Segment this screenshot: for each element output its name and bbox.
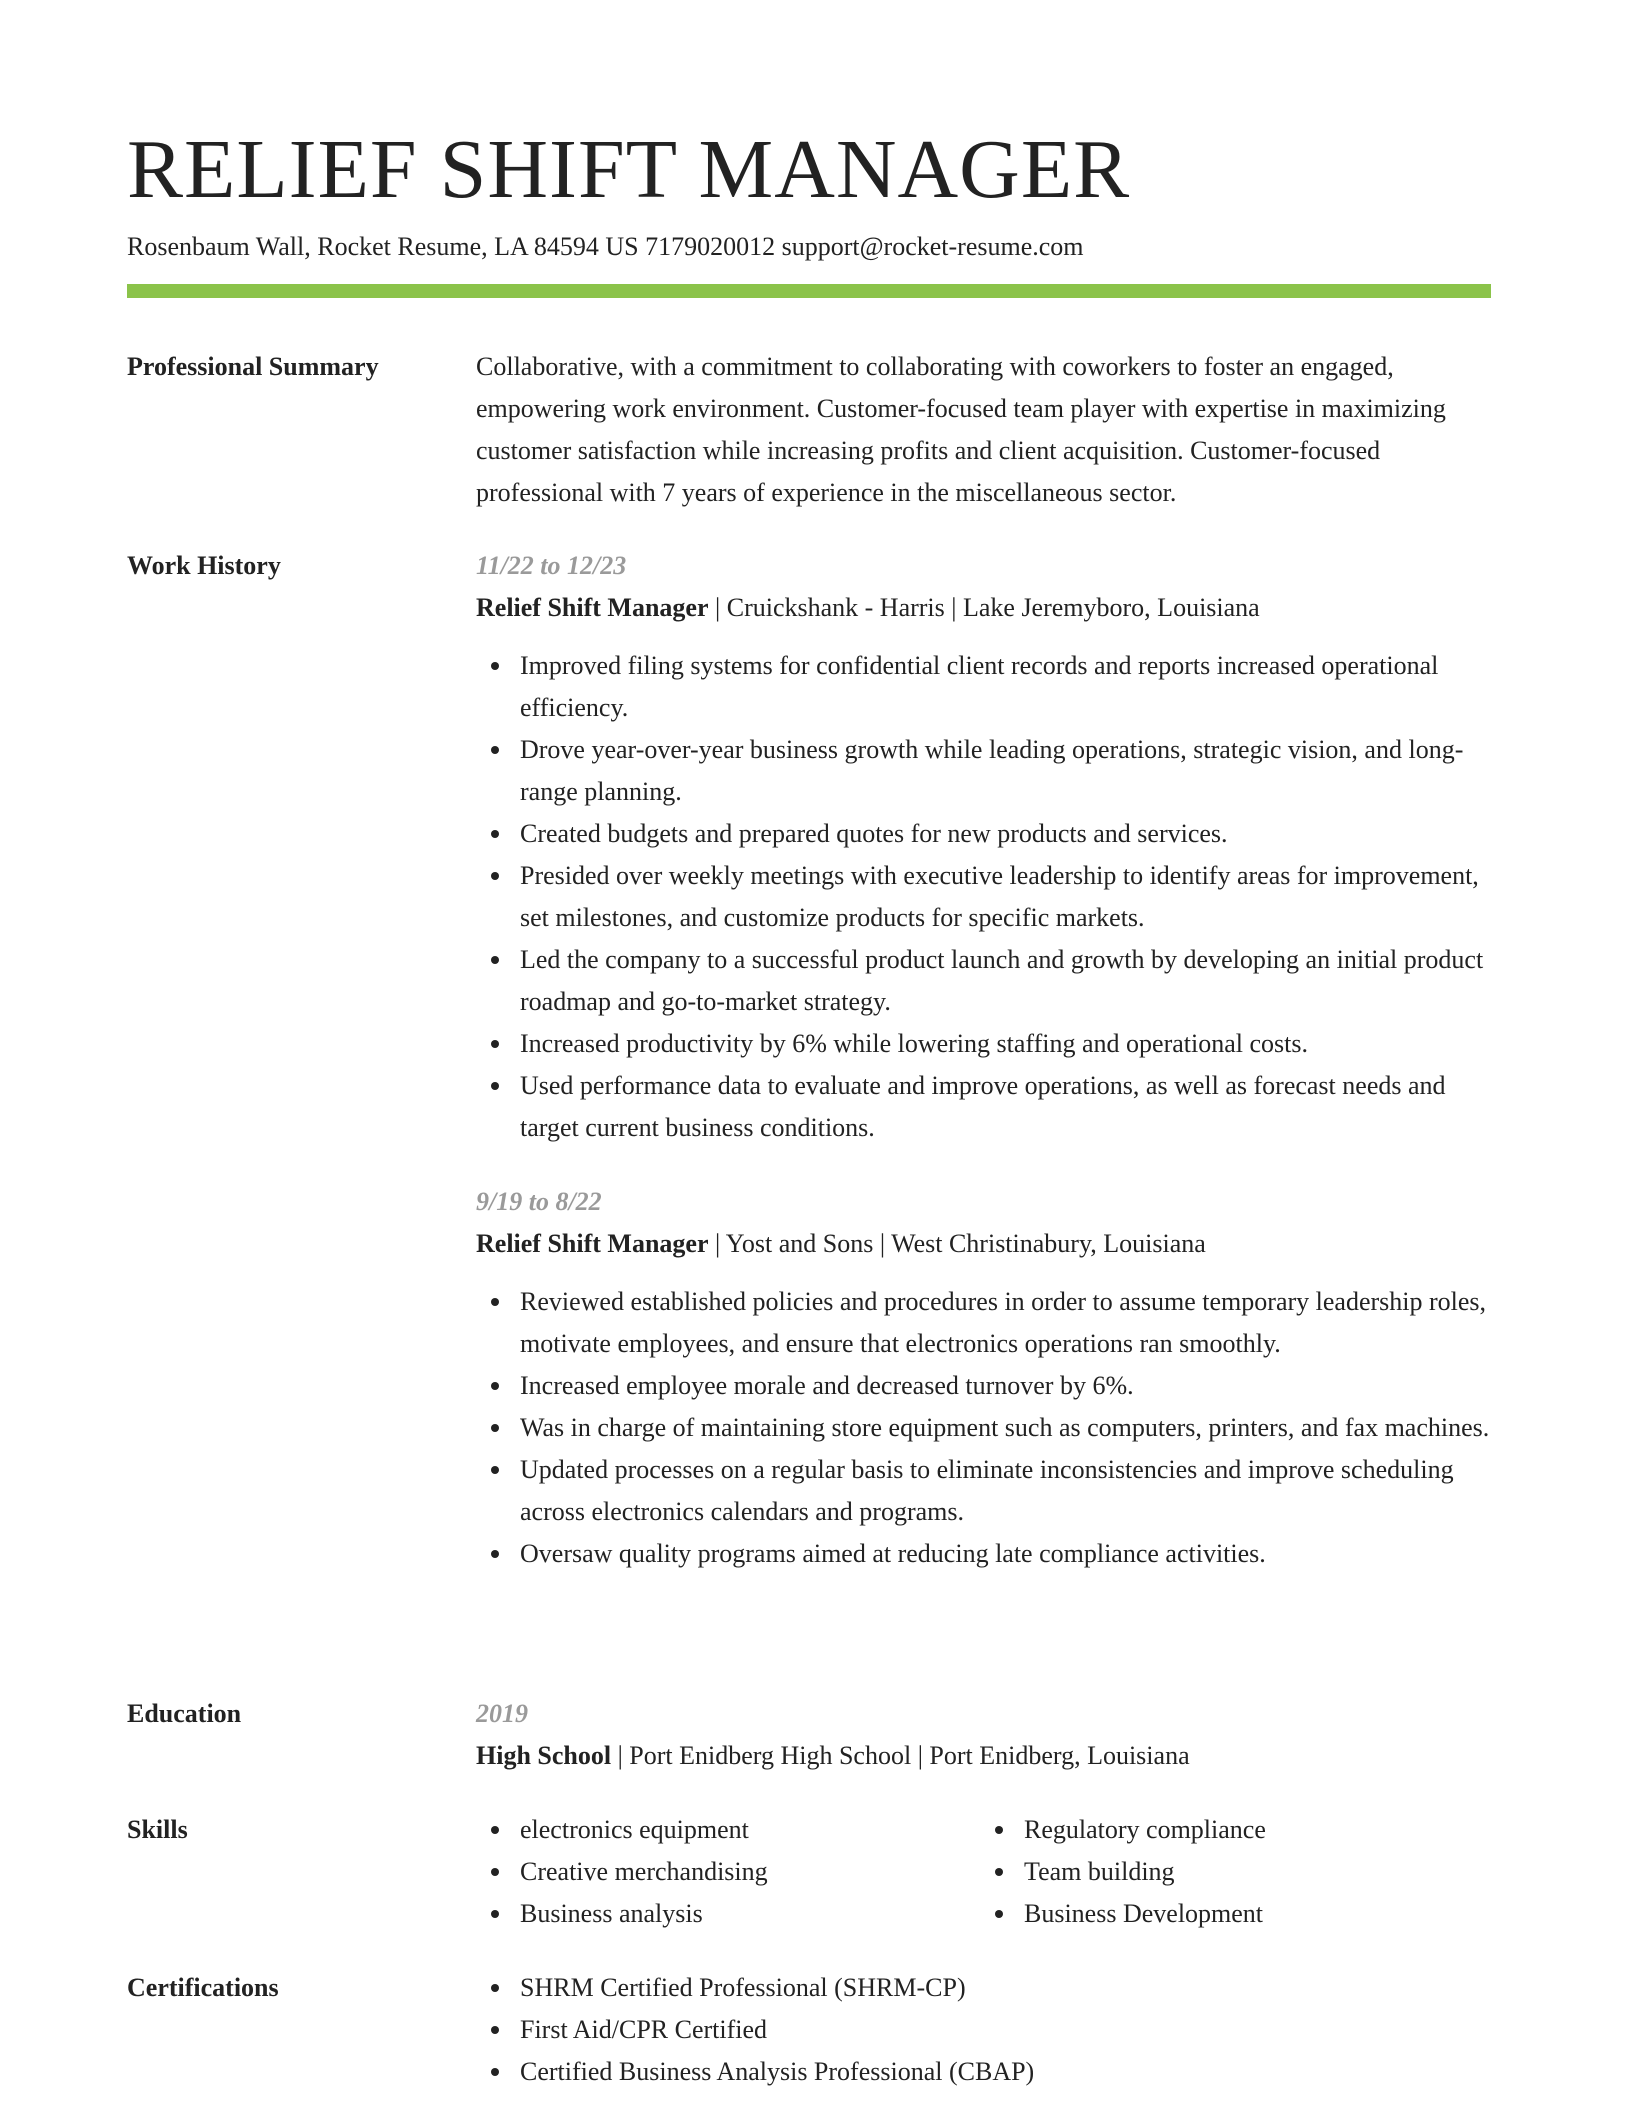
job-company-location: | Cruickshank - Harris | Lake Jeremyboro, Louisiana [708,593,1260,622]
certifications-list [476,1967,1491,2093]
job-bullet-list [476,645,1491,1149]
job-bullet: Drove year-over-year business growth while leading operations, strategic vision, and long-range planning. [476,729,1491,813]
job-bullet: Improved filing systems for confidential client records and reports increased operational efficiency. [476,645,1491,729]
job-bullet-list [476,1281,1491,1575]
job-bullet: Reviewed established policies and procedures in order to assume temporary leadership roles, motivate employees, and ensure that electronics operations ran smoothly. [476,1281,1491,1365]
contact-info: Rosenbaum Wall, Rocket Resume, LA 84594 US 7179020012 support@rocket-resume.com [127,232,1084,261]
certification-item: SHRM Certified Professional (SHRM-CP) [476,1967,1491,2009]
job-bullet: Oversaw quality programs aimed at reducing late compliance activities. [476,1533,1491,1575]
job-dates: 9/19 to 8/22 [476,1187,602,1216]
job-entry [476,1181,1491,1575]
job-bullet: Presided over weekly meetings with executive leadership to identify areas for improvement, set milestones, and customize products for specific markets. [476,855,1491,939]
job-bullet: Increased employee morale and decreased turnover by 6%. [476,1365,1491,1407]
work-history-heading: Work History [127,551,281,580]
job-title-line [476,1223,1491,1265]
job-bullet: Increased productivity by 6% while lowering staffing and operational costs. [476,1023,1491,1065]
skill-item: Team building [980,1851,1480,1893]
job-dates: 11/22 to 12/23 [476,551,627,580]
certifications-heading: Certifications [127,1973,279,2002]
skills-list-right [980,1809,1480,1935]
summary-text: Collaborative, with a commitment to collaborating with coworkers to foster an engaged, empowering work environment. Customer-focused team player with expertise in maximizing customer satisfaction while increasing profits and client acquisition. Customer-focused professional with 7 years of experience in the miscellaneous sector. [476,352,1446,507]
job-role: Relief Shift Manager [476,593,709,622]
accent-divider [127,284,1491,298]
job-bullet: Led the company to a successful product launch and growth by developing an initial product roadmap and go-to-market strategy. [476,939,1491,1023]
skill-item: Regulatory compliance [980,1809,1480,1851]
job-entry [476,545,1491,1149]
skill-item: Creative merchandising [476,1851,976,1893]
skill-item: Business analysis [476,1893,976,1935]
job-bullet: Created budgets and prepared quotes for new products and services. [476,813,1491,855]
resume-name-title: RELIEF SHIFT MANAGER [127,123,1131,216]
job-bullet: Was in charge of maintaining store equipment such as computers, printers, and fax machines. [476,1407,1491,1449]
certification-item: First Aid/CPR Certified [476,2009,1491,2051]
job-role: Relief Shift Manager [476,1229,709,1258]
education-school-location: | Port Enidberg High School | Port Enidberg, Louisiana [611,1741,1190,1770]
education-line [476,1735,1491,1777]
skill-item: electronics equipment [476,1809,976,1851]
skill-item: Business Development [980,1893,1480,1935]
education-heading: Education [127,1699,242,1728]
summary-heading: Professional Summary [127,352,379,381]
job-title-line [476,587,1491,629]
skills-heading: Skills [127,1815,188,1844]
job-bullet: Used performance data to evaluate and improve operations, as well as forecast needs and target current business conditions. [476,1065,1491,1149]
job-company-location: | Yost and Sons | West Christinabury, Louisiana [708,1229,1206,1258]
certification-item: Certified Business Analysis Professional (CBAP) [476,2051,1491,2093]
education-year: 2019 [476,1699,528,1728]
skills-list-left [476,1809,976,1935]
job-bullet: Updated processes on a regular basis to eliminate inconsistencies and improve scheduling across electronics calendars and programs. [476,1449,1491,1533]
education-degree: High School [476,1741,612,1770]
